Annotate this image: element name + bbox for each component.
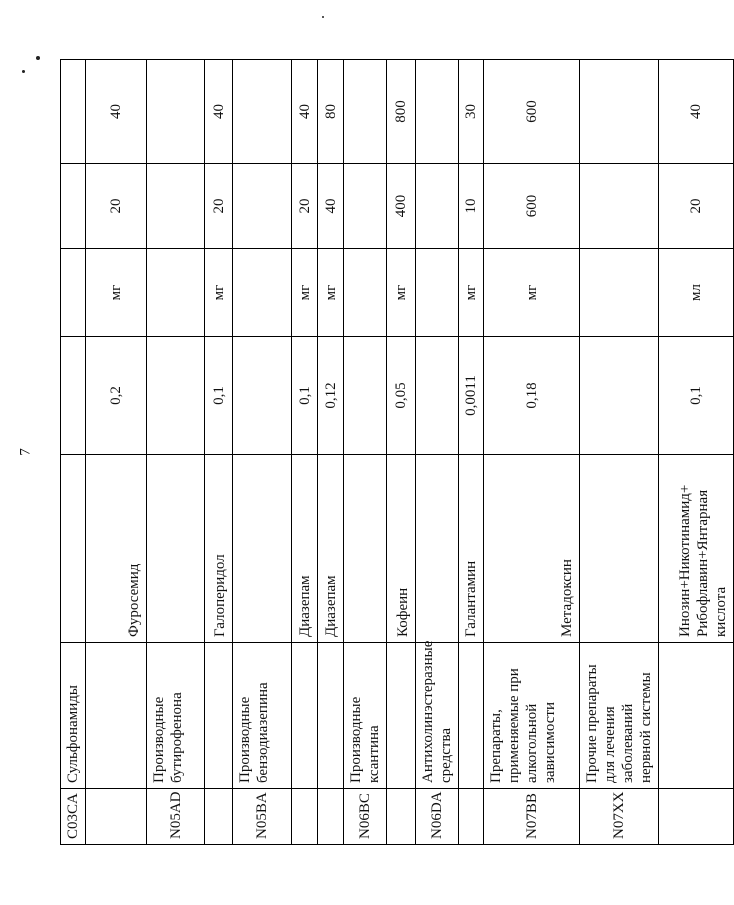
table-row [147,60,205,845]
table-row [344,60,387,845]
course-value: 30 [459,60,484,164]
group-name: Препараты, применяемые при алкогольной зависимости [484,643,580,789]
atc-code: N06DA [416,789,459,845]
dose-value [416,164,459,249]
ddd-value: 0,12 [318,337,344,455]
ddd-value [233,337,292,455]
atc-code: C03CA [61,789,86,845]
course-value [233,60,292,164]
course-value: 80 [318,60,344,164]
dose-value: 20 [205,164,233,249]
dose-value [344,164,387,249]
group-name [318,643,344,789]
ddd-value [61,337,86,455]
table-row [205,60,233,845]
table-row [61,60,86,845]
atc-code: N07XX [580,789,659,845]
rotated-table-wrapper [60,60,729,845]
drug-name [61,455,86,643]
scan-speck [322,16,324,18]
ddd-value: 0,1 [205,337,233,455]
group-name [659,643,734,789]
unit: мг [459,249,484,337]
dose-value: 600 [484,164,580,249]
ddd-value: 0,1 [659,337,734,455]
table-row [659,60,734,845]
unit: мг [86,249,147,337]
group-name: Антихолинэстеразные средства [416,643,459,789]
unit: мг [318,249,344,337]
ddd-value: 0,1 [292,337,318,455]
unit: мг [484,249,580,337]
dose-value [233,164,292,249]
course-value [416,60,459,164]
atc-code: N05BA [233,789,292,845]
table-row [459,60,484,845]
course-value: 600 [484,60,580,164]
unit: мг [292,249,318,337]
dose-value: 20 [292,164,318,249]
drug-name: Кофеин [387,455,416,643]
scan-speck [36,56,40,60]
dose-value [61,164,86,249]
drug-name: Галоперидол [205,455,233,643]
atc-code [387,789,416,845]
drug-name [580,455,659,643]
dose-value [580,164,659,249]
drug-name: Фуросемид [86,455,147,643]
drug-name [416,455,459,643]
drug-name: Метадоксин [484,455,580,643]
drug-name: Галантамин [459,455,484,643]
course-value [147,60,205,164]
dose-value: 20 [659,164,734,249]
atc-code: N07BB [484,789,580,845]
ddd-value [344,337,387,455]
atc-code [292,789,318,845]
atc-code [459,789,484,845]
group-name: Сульфонамиды [61,643,86,789]
table-row [387,60,416,845]
course-value: 800 [387,60,416,164]
atc-code: N06BC [344,789,387,845]
ddd-value [416,337,459,455]
group-name [387,643,416,789]
course-value: 40 [292,60,318,164]
ddd-value [580,337,659,455]
group-name: Производные ксантина [344,643,387,789]
atc-code [659,789,734,845]
unit [580,249,659,337]
dose-value [147,164,205,249]
group-name [459,643,484,789]
table-row [292,60,318,845]
unit [61,249,86,337]
table-row [416,60,459,845]
group-name [292,643,318,789]
atc-code [86,789,147,845]
drug-name: Диазепам [318,455,344,643]
dose-value: 10 [459,164,484,249]
table-row [86,60,147,845]
atc-code: N05AD [147,789,205,845]
table-row [580,60,659,845]
ddd-value [147,337,205,455]
course-value [580,60,659,164]
drug-name [147,455,205,643]
dose-value: 40 [318,164,344,249]
drug-name [344,455,387,643]
course-value [61,60,86,164]
drug-table [60,59,734,845]
unit [233,249,292,337]
group-name [86,643,147,789]
unit: мг [387,249,416,337]
course-value: 40 [659,60,734,164]
group-name [205,643,233,789]
scan-speck [22,70,25,73]
group-name: Производные бензодиазепина [233,643,292,789]
table-row [233,60,292,845]
atc-code [318,789,344,845]
drug-name: Диазепам [292,455,318,643]
group-name: Производные бутирофенона [147,643,205,789]
drug-name [233,455,292,643]
table-row [318,60,344,845]
atc-code [205,789,233,845]
unit [416,249,459,337]
unit: мл [659,249,734,337]
course-value: 40 [205,60,233,164]
dose-value: 400 [387,164,416,249]
ddd-value: 0,18 [484,337,580,455]
ddd-value: 0,2 [86,337,147,455]
unit [344,249,387,337]
unit [147,249,205,337]
drug-name: Инозин+Никотинамид+ Рибофлавин+Янтарная кислота [659,455,734,643]
dose-value: 20 [86,164,147,249]
ddd-value: 0,05 [387,337,416,455]
ddd-value: 0,0011 [459,337,484,455]
group-name: Прочие препараты для лечения заболеваний нервной системы [580,643,659,789]
table-row [484,60,580,845]
course-value [344,60,387,164]
unit: мг [205,249,233,337]
course-value: 40 [86,60,147,164]
